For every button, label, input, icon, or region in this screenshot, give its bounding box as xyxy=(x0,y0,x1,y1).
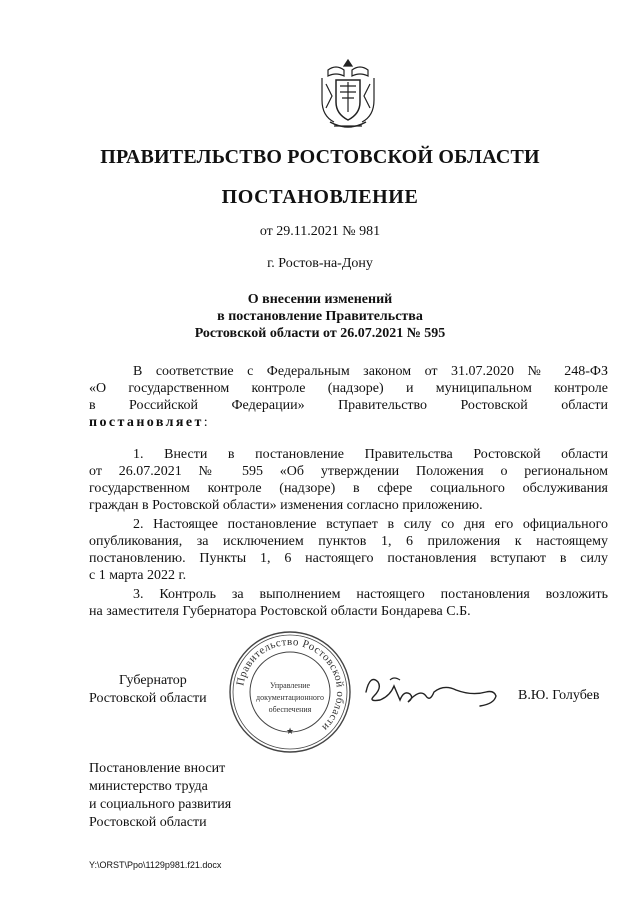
seal-inner-line: Управление xyxy=(269,681,311,690)
organization-title: ПРАВИТЕЛЬСТВО РОСТОВСКОЙ ОБЛАСТИ xyxy=(100,146,540,168)
item-line: государственном контроле (надзоре) в сфере социального обслуживания xyxy=(89,481,608,496)
document-type-title: ПОСТАНОВЛЕНИЕ xyxy=(221,186,419,208)
submitter-line: и социального развития xyxy=(89,797,232,812)
submitter-line: Ростовской области xyxy=(89,815,207,830)
date-number-line: от 29.11.2021 № 981 xyxy=(259,224,381,239)
signatory-name: В.Ю. Голубев xyxy=(518,688,600,703)
item-3-paragraph xyxy=(89,586,608,620)
item-line: 3. Контроль за выполнением настоящего постановления возложить xyxy=(133,587,608,602)
preamble-paragraph xyxy=(89,363,608,431)
item-1-paragraph xyxy=(89,446,608,514)
preamble-line: в Российской Федерации» Правительство Ростовской области xyxy=(89,398,608,413)
preamble-line xyxy=(89,414,608,431)
submitter-line: министерство труда xyxy=(89,779,208,794)
decree-word: постановляет xyxy=(89,415,204,430)
city-line: г. Ростов-на-Дону xyxy=(267,256,373,271)
seal-ring-text: Правительство Ростовской области xyxy=(234,635,347,734)
subject-line: в постановление Правительства xyxy=(217,309,423,324)
subject-line: О внесении изменений xyxy=(247,292,393,307)
submitter-block xyxy=(89,760,231,832)
item-line: опубликования, за исключением пунктов 1, 6 приложения к настоящему xyxy=(89,534,608,549)
item-line: с 1 марта 2022 г. xyxy=(89,568,187,583)
decree-tail: : xyxy=(203,415,208,430)
item-2-paragraph xyxy=(89,516,608,584)
item-line: на заместителя Губернатора Ростовской области Бондарева С.Б. xyxy=(89,604,471,619)
preamble-line: «О государственном контроле (надзоре) и муниципальном контроле xyxy=(89,381,608,396)
position-line: Ростовской области xyxy=(89,691,207,706)
subject-line: Ростовской области от 26.07.2021 № 595 xyxy=(194,326,446,341)
svg-text:★: ★ xyxy=(285,726,295,736)
file-path-footer: Y:\ORST\Ppo\1129p981.f21.docx xyxy=(89,860,222,870)
handwritten-signature xyxy=(360,666,500,712)
item-line: граждан в Ростовской области» изменения согласно приложению. xyxy=(89,498,483,513)
item-line: 1. Внести в постановление Правительства Ростовской области xyxy=(133,447,608,462)
item-line: 2. Настоящее постановление вступает в силу со дня его официального xyxy=(133,517,608,532)
seal-inner-line: обеспечения xyxy=(268,705,312,714)
coat-of-arms-emblem xyxy=(316,56,380,134)
item-line: от 26.07.2021 № 595 «Об утверждении Положения о региональном xyxy=(89,464,608,479)
submitter-line: Постановление вносит xyxy=(89,761,226,776)
subject-heading xyxy=(0,291,640,342)
position-line: Губернатор xyxy=(119,673,187,688)
item-line: постановлению. Пункты 1, 6 настоящего постановления вступают в силу xyxy=(89,551,608,566)
signatory-position xyxy=(89,672,207,708)
seal-inner-line: документационного xyxy=(256,693,324,702)
official-seal-stamp xyxy=(228,630,352,754)
preamble-line: В соответствие с Федеральным законом от 31.07.2020 № 248-ФЗ xyxy=(133,364,608,379)
